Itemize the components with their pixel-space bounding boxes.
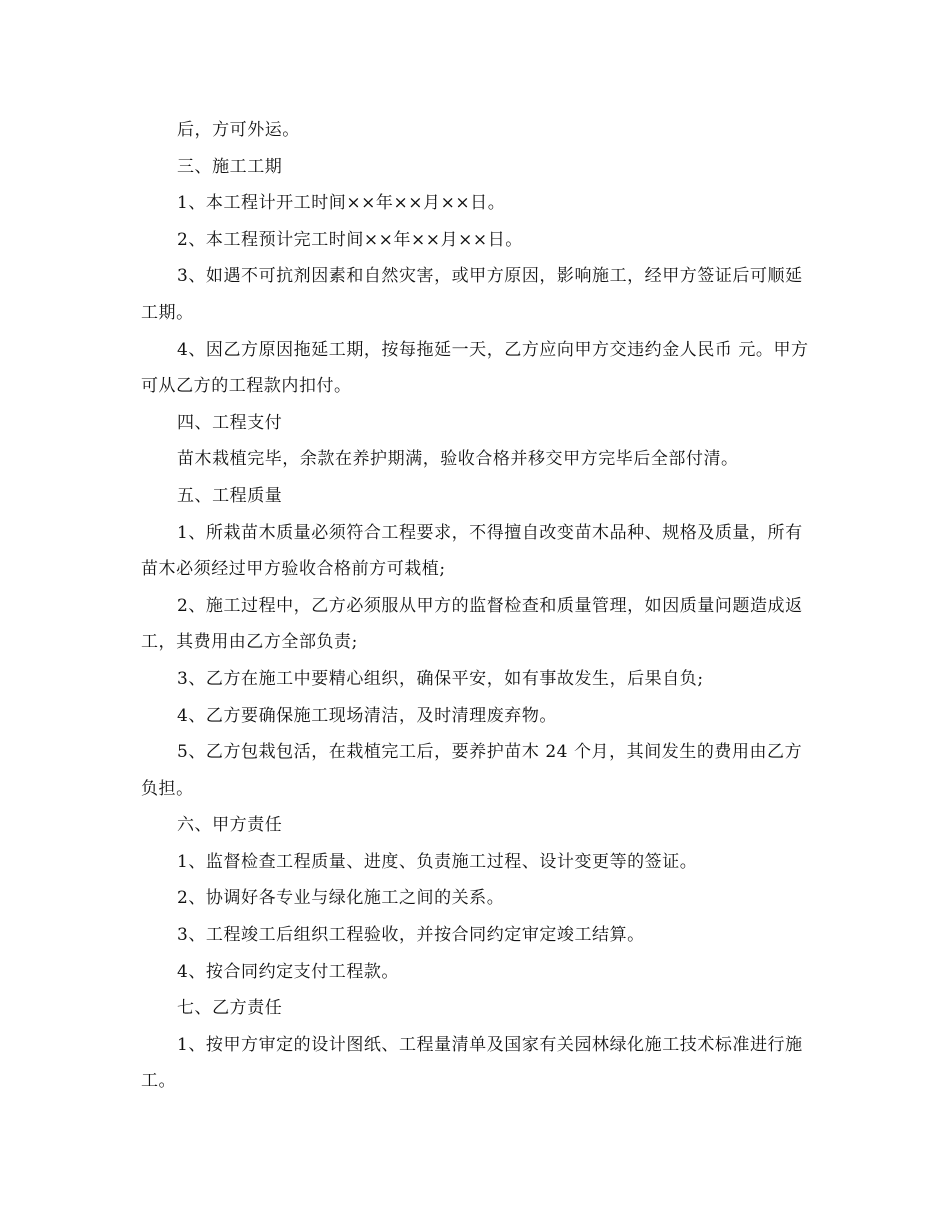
clause-delay-penalty: 4、因乙方原因拖延工期，按每拖延一天，乙方应向甲方交违约金人民币 元。甲方可从乙方的工程款内扣付。	[141, 339, 809, 397]
clause-start-date: 1、本工程计开工时间××年××月××日。	[177, 193, 506, 214]
paragraph-transport: 后，方可外运。	[177, 120, 300, 140]
heading-payment: 四、工程支付	[177, 412, 283, 433]
clause-completion-date: 2、本工程预计完工时间××年××月××日。	[177, 229, 523, 250]
clause-maintenance: 5、乙方包栽包活，在栽植完工后，要养护苗木 24 个月，其间发生的费用由乙方负担。	[141, 742, 803, 799]
heading-party-b-duties: 七、乙方责任	[177, 998, 283, 1019]
clause-party-a-supervision: 1、监督检查工程质量、进度、负责施工过程、设计变更等的签证。	[177, 851, 698, 872]
clause-force-majeure: 3、如遇不可抗剂因素和自然灾害，或甲方原因，影响施工，经甲方签证后可顺延工期。	[141, 266, 803, 323]
clause-party-a-coordination: 2、协调好各专业与绿化施工之间的关系。	[177, 888, 505, 909]
clause-party-b-standards: 1、按甲方审定的设计图纸、工程量清单及国家有关园林绿化施工技术标准进行施工。	[141, 1034, 803, 1092]
clause-party-a-payment: 4、按合同约定支付工程款。	[177, 961, 399, 982]
heading-construction-period: 三、施工工期	[177, 156, 283, 177]
clause-site-cleanliness: 4、乙方要确保施工现场清洁，及时清理废弃物。	[177, 705, 557, 726]
clause-payment-terms: 苗木栽植完毕，余款在养护期满，验收合格并移交甲方完毕后全部付清。	[177, 449, 739, 470]
heading-party-a-duties: 六、甲方责任	[177, 815, 283, 836]
clause-supervision: 2、施工过程中，乙方必须服从甲方的监督检查和质量管理，如因质量问题造成返工，其费用由乙方全部负责;	[141, 595, 803, 653]
clause-party-a-acceptance: 3、工程竣工后组织工程验收，并按合同约定审定竣工结算。	[177, 925, 645, 946]
clause-seedling-quality: 1、所栽苗木质量必须符合工程要求，不得擅自改变苗木品种、规格及质量，所有苗木必须经过甲方验收合格前方可栽植;	[141, 522, 803, 580]
clause-safety: 3、乙方在施工中要精心组织，确保平安，如有事故发生，后果自负;	[177, 668, 704, 689]
heading-quality: 五、工程质量	[177, 485, 283, 506]
